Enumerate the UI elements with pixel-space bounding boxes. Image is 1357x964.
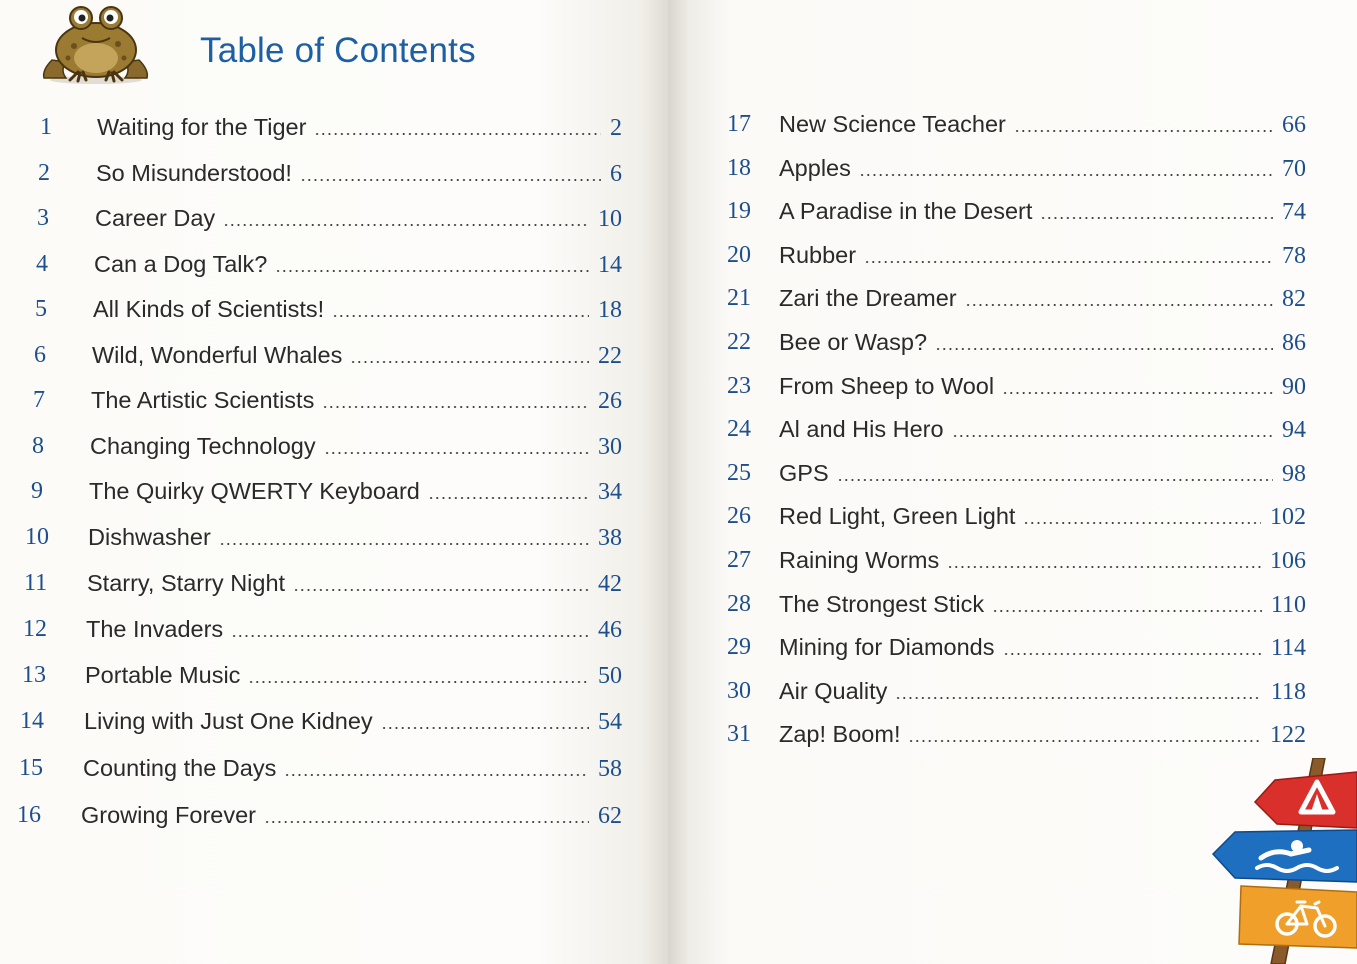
toc-entry[interactable]: [23, 614, 622, 644]
toc-entry[interactable]: [727, 153, 1306, 183]
chapter-number: 25: [727, 460, 751, 486]
toc-entry[interactable]: [727, 719, 1306, 749]
toc-entry[interactable]: [40, 112, 622, 142]
toc-entry[interactable]: [727, 501, 1306, 531]
toc-entry[interactable]: [35, 294, 622, 324]
page-number: 62: [598, 803, 622, 829]
chapter-number: 3: [37, 205, 49, 231]
toc-entry[interactable]: [24, 568, 622, 598]
page-number: 26: [598, 388, 622, 414]
dot-leader: [275, 270, 589, 272]
page-number: 58: [598, 756, 622, 782]
chapter-title: Red Light, Green Light: [779, 503, 1016, 529]
chapter-number: 9: [31, 478, 43, 504]
chapter-number: 17: [727, 111, 751, 137]
toc-entry[interactable]: [727, 240, 1306, 270]
toc-entry[interactable]: [25, 522, 622, 552]
chapter-number: 13: [22, 662, 46, 688]
chapter-title: So Misunderstood!: [96, 160, 292, 186]
chapter-number: 31: [727, 721, 751, 747]
toc-entry[interactable]: [727, 196, 1306, 226]
chapter-title: Zap! Boom!: [779, 721, 901, 747]
page-number: 82: [1282, 286, 1306, 312]
chapter-number: 1: [40, 114, 52, 140]
page-number: 54: [598, 709, 622, 735]
chapter-title: Can a Dog Talk?: [94, 251, 268, 277]
page-number: 22: [598, 343, 622, 369]
dot-leader: [908, 740, 1261, 742]
page-number: 118: [1270, 679, 1306, 705]
dot-leader: [428, 497, 589, 499]
chapter-number: 27: [727, 547, 751, 573]
chapter-number: 15: [19, 755, 43, 781]
chapter-title: Starry, Starry Night: [87, 570, 286, 596]
page-number: 66: [1282, 112, 1306, 138]
chapter-number: 14: [20, 708, 44, 734]
dot-leader: [965, 304, 1273, 306]
bicycle-icon: [1239, 886, 1357, 948]
dot-leader: [314, 133, 601, 135]
dot-leader: [952, 435, 1273, 437]
page-number: 10: [598, 206, 622, 232]
dot-leader: [1014, 130, 1273, 132]
toc-entry[interactable]: [22, 660, 622, 690]
toc-entry[interactable]: [727, 589, 1306, 619]
dot-leader: [284, 774, 589, 776]
page-number: 90: [1282, 374, 1306, 400]
dot-leader: [864, 261, 1273, 263]
chapter-title: The Quirky QWERTY Keyboard: [89, 478, 420, 504]
chapter-title: Dishwasher: [88, 524, 211, 550]
chapter-title: Apples: [779, 155, 851, 181]
page-number: 50: [598, 663, 622, 689]
chapter-title: Waiting for the Tiger: [97, 114, 307, 140]
signpost-icon: [1205, 758, 1357, 964]
chapter-number: 21: [727, 285, 751, 311]
page-number: 42: [598, 571, 622, 597]
chapter-title: Mining for Diamonds: [779, 634, 995, 660]
chapter-number: 6: [34, 342, 46, 368]
toc-entry[interactable]: [37, 203, 622, 233]
chapter-title: Air Quality: [779, 678, 888, 704]
chapter-number: 10: [25, 524, 49, 550]
chapter-number: 22: [727, 329, 751, 355]
chapter-title: Wild, Wonderful Whales: [92, 342, 343, 368]
chapter-number: 8: [32, 433, 44, 459]
page-number: 46: [598, 617, 622, 643]
dot-leader: [350, 361, 589, 363]
chapter-number: 16: [17, 802, 41, 828]
chapter-title: Bee or Wasp?: [779, 329, 928, 355]
chapter-title: The Invaders: [86, 616, 224, 642]
dot-leader: [332, 315, 589, 317]
chapter-number: 2: [38, 160, 50, 186]
toc-entry[interactable]: [32, 431, 622, 461]
dot-leader: [219, 543, 589, 545]
page-number: 18: [598, 297, 622, 323]
chapter-title: New Science Teacher: [779, 111, 1006, 137]
chapter-number: 23: [727, 373, 751, 399]
toc-entry[interactable]: [727, 327, 1306, 357]
chapter-title: A Paradise in the Desert: [779, 198, 1033, 224]
dot-leader: [381, 727, 589, 729]
dot-leader: [1040, 217, 1273, 219]
chapter-title: Raining Worms: [779, 547, 940, 573]
chapter-number: 30: [727, 678, 751, 704]
chapter-title: Growing Forever: [81, 802, 256, 828]
page-number: 74: [1282, 199, 1306, 225]
frog-icon: [38, 0, 153, 86]
chapter-title: The Strongest Stick: [779, 591, 985, 617]
dot-leader: [293, 589, 589, 591]
chapter-number: 28: [727, 591, 751, 617]
toc-entry[interactable]: [727, 676, 1306, 706]
page-number: 98: [1282, 461, 1306, 487]
page-title: Table of Contents: [200, 31, 476, 70]
toc-entry[interactable]: [33, 385, 622, 415]
toc-entry[interactable]: [727, 109, 1306, 139]
chapter-title: Counting the Days: [83, 755, 277, 781]
chapter-number: 4: [36, 251, 48, 277]
toc-entry[interactable]: [727, 545, 1306, 575]
dot-leader: [248, 681, 589, 683]
toc-entry[interactable]: [727, 371, 1306, 401]
dot-leader: [223, 224, 589, 226]
dot-leader: [992, 610, 1262, 612]
toc-entry[interactable]: [19, 753, 622, 783]
chapter-title: The Artistic Scientists: [91, 387, 315, 413]
dot-leader: [895, 697, 1262, 699]
toc-entry[interactable]: [36, 249, 622, 279]
toc-entry[interactable]: [727, 632, 1306, 662]
toc-entry[interactable]: [20, 706, 622, 736]
page-number: 78: [1282, 243, 1306, 269]
chapter-number: 26: [727, 503, 751, 529]
page-number: 30: [598, 434, 622, 460]
page-number: 102: [1270, 504, 1306, 530]
chapter-number: 24: [727, 416, 751, 442]
chapter-number: 7: [33, 387, 45, 413]
dot-leader: [322, 406, 589, 408]
toc-entry[interactable]: [38, 158, 622, 188]
dot-leader: [1002, 392, 1273, 394]
chapter-number: 18: [727, 155, 751, 181]
chapter-number: 11: [24, 570, 48, 596]
page-number: 106: [1270, 548, 1306, 574]
dot-leader: [300, 179, 601, 181]
chapter-title: GPS: [779, 460, 829, 486]
page-number: 114: [1270, 635, 1306, 661]
chapter-number: 20: [727, 242, 751, 268]
page-number: 6: [610, 161, 622, 187]
toc-entry[interactable]: [727, 414, 1306, 444]
page-number: 86: [1282, 330, 1306, 356]
chapter-title: Career Day: [95, 205, 216, 231]
chapter-title: All Kinds of Scientists!: [93, 296, 325, 322]
page-number: 34: [598, 479, 622, 505]
camping-tent-icon: [1255, 772, 1357, 828]
page-number: 94: [1282, 417, 1306, 443]
toc-entry[interactable]: [31, 476, 622, 506]
page-number: 38: [598, 525, 622, 551]
dot-leader: [935, 348, 1273, 350]
chapter-title: Zari the Dreamer: [779, 285, 957, 311]
dot-leader: [859, 174, 1273, 176]
chapter-number: 5: [35, 296, 47, 322]
page-number: 122: [1270, 722, 1306, 748]
dot-leader: [1023, 522, 1261, 524]
chapter-number: 29: [727, 634, 751, 660]
toc-entry[interactable]: [727, 458, 1306, 488]
toc-entry[interactable]: [34, 340, 622, 370]
dot-leader: [324, 452, 589, 454]
dot-leader: [264, 821, 589, 823]
dot-leader: [837, 479, 1273, 481]
toc-entry[interactable]: [17, 800, 622, 830]
page-number: 70: [1282, 156, 1306, 182]
page-number: 14: [598, 252, 622, 278]
chapter-title: Living with Just One Kidney: [84, 708, 373, 734]
dot-leader: [947, 566, 1261, 568]
toc-entry[interactable]: [727, 283, 1306, 313]
chapter-title: Al and His Hero: [779, 416, 944, 442]
dot-leader: [231, 635, 589, 637]
chapter-title: From Sheep to Wool: [779, 373, 995, 399]
page-number: 2: [610, 115, 622, 141]
dot-leader: [1003, 653, 1262, 655]
chapter-number: 12: [23, 616, 47, 642]
chapter-number: 19: [727, 198, 751, 224]
swimming-icon: [1213, 830, 1357, 882]
chapter-title: Rubber: [779, 242, 857, 268]
chapter-title: Portable Music: [85, 662, 241, 688]
page-number: 110: [1270, 592, 1306, 618]
chapter-title: Changing Technology: [90, 433, 316, 459]
